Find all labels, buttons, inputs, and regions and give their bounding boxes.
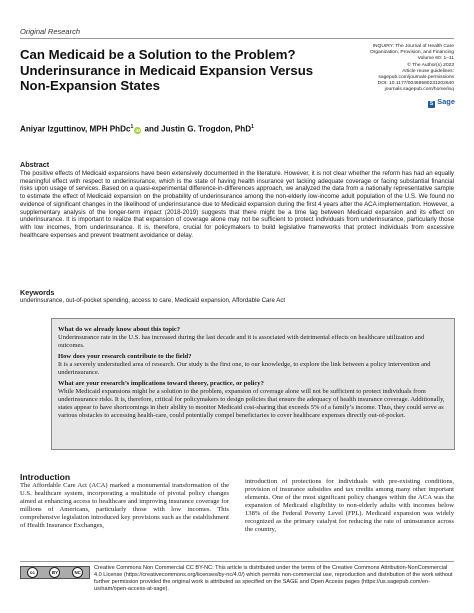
- section-label: Original Research: [20, 27, 81, 36]
- summary-question: How does your research contribute to the field?: [58, 352, 192, 360]
- author-list: Aniyar Izguttinov, MPH PhDc$^1$iD and Justin G. Trogdon, PhD$^1$: [20, 124, 254, 134]
- journal-line: Volume 60: 1–11: [417, 56, 454, 62]
- summary-question: What are your research’s implications toward theory, practice, or policy?: [58, 379, 264, 387]
- summary-question: What do we already know about this topic?: [58, 325, 181, 333]
- summary-box-content: [58, 324, 448, 423]
- license-text: Creative Commons Non Commercial CC BY-NC: This article is distributed under the terms of the Creative Commons Attribution-NonCommercial 4.0 License (https://creativecommons.org/licenses/by-nc/4.0/) which permits non-commercial use, reproduction and distribution of the work without further permission provided the original work is attributed as specified on the SAGE and Open Access pages (https://us.sagepub.com/en-us/nam/open-access-at-sage).: [94, 565, 453, 593]
- introduction-heading: Introduction: [20, 472, 71, 482]
- introduction-column-right: introduction of protections for individuals with pre-existing conditions, provision of insurance subsidies and tax credits among many other important elements. One of the most significant policy changes within the ACA was the expansion of Medicaid eligibility to non-elderly adults with incomes below 138% of the Federal Poverty Level (FPL). Medicaid expansion was widely recognized as the primary catalyst for reducing the rate of uninsurance across the country,: [245, 478, 454, 533]
- journal-line: Article reuse guidelines:: [402, 68, 454, 74]
- cc-icon: cc: [27, 567, 38, 578]
- journal-line: INQUIRY: The Journal of Health Care: [372, 44, 454, 49]
- author-name: Aniyar Izguttinov, MPH PhDc: [20, 124, 131, 134]
- summary-answer: Underinsurance rate in the U.S. has increased during the last decade and it is associated with detrimental effects on healthcare utilization and outcomes.: [58, 333, 425, 349]
- journal-line: Organization, Provision, and Financing: [369, 50, 454, 56]
- footer-divider: [20, 561, 454, 562]
- by-icon: BY: [49, 567, 60, 578]
- abstract-text: The positive effects of Medicaid expansions have been extensively documented in the literature. However, it is not clear whether the reform has had an equally meaningful effect with respect to underinsurance, which is the state of having health insurance yet lacking adequate coverage or facing substantial financial risks upon usage of services. Based on a quasi-experimental difference-in-differences approach, we analyzed the data from a nationally representative sample to estimate the effect of Medicaid expansion on the probability of underinsurance among the non-elderly low-income adult population of the U.S. We found no evidence of significant changes in the likelihood of underinsurance due to Medicaid expansion during the first 4 years after the ACA implementation. However, a supplementary analysis of the longer-term impact (2018-2019) suggests that there might be a time lag between Medicaid expansion and its effect on underinsurance. It is important to realize that expansion of coverage alone may not be sufficient to protect individuals from underinsurance, particularly those with low incomes, from underinsurance. It is, therefore, crucial for policymakers to build legislative frameworks that protect individuals from excessive healthcare expenses and prevent treatment avoidance or delay.: [20, 170, 454, 239]
- author-name: Justin G. Trogdon, PhD: [161, 124, 252, 134]
- summary-answer: While Medicaid expansions might be a solution to the problem, expansion of coverage alone will not be sufficient to protect individuals from underinsurance risks. It is, therefore, critical for policymakers to design policies that ensure the adequacy of health insurance coverage. Additionally, states appear to have shortcomings in their ability to monitor Medicaid cost-sharing that exceeds 5% of a family’s income. Thus, they could serve as various obstacles to accessing health-care, could potentially compel beneficiaries to cover healthcare expenses directly out-of-pocket.: [58, 387, 445, 419]
- summary-answer: It is a severely understudied area of research. Our study is the first one, to our knowledge, to explore the link between a policy intervention and underinsurance.: [58, 360, 431, 376]
- journal-info: [340, 44, 454, 94]
- journal-home-link[interactable]: journals.sagepub.com/home/inq: [384, 87, 454, 93]
- journal-permissions-link[interactable]: sagepub.com/journals-permissions: [378, 75, 454, 81]
- abstract-heading: Abstract: [20, 160, 50, 169]
- author-connector: and: [142, 124, 162, 134]
- orcid-icon[interactable]: iD: [135, 127, 141, 133]
- keywords-heading: Keywords: [20, 288, 55, 297]
- doi-link[interactable]: DOI: 10.1177/00469580231202640: [377, 81, 454, 87]
- cc-license-badge[interactable]: [20, 566, 90, 579]
- sage-logo: S Sage: [429, 97, 455, 107]
- nc-icon: NC: [72, 567, 83, 578]
- header-divider: [20, 38, 454, 39]
- keywords-text: underinsurance, out-of-pocket spending, access to care, Medicaid expansion, Affordable Care Act: [20, 297, 286, 304]
- sage-logo-icon: S: [429, 101, 434, 107]
- journal-line: © The Author(s) 2023: [407, 62, 454, 68]
- article-title: Can Medicaid be a Solution to the Problem? Underinsurance in Medicaid Expansion Versus Non-Expansion States: [20, 47, 314, 94]
- introduction-column-left: The Affordable Care Act (ACA) marked a monumental transformation of the U.S. healthcare system, incorporating a multitude of pivotal policy changes aimed at enhancing access to healthcare and improving insurance coverage for millions of Americans, particularly those with low incomes. This comprehensive legislation introduced key provisions such as the establishment of Health Insurance Exchanges,: [20, 482, 229, 529]
